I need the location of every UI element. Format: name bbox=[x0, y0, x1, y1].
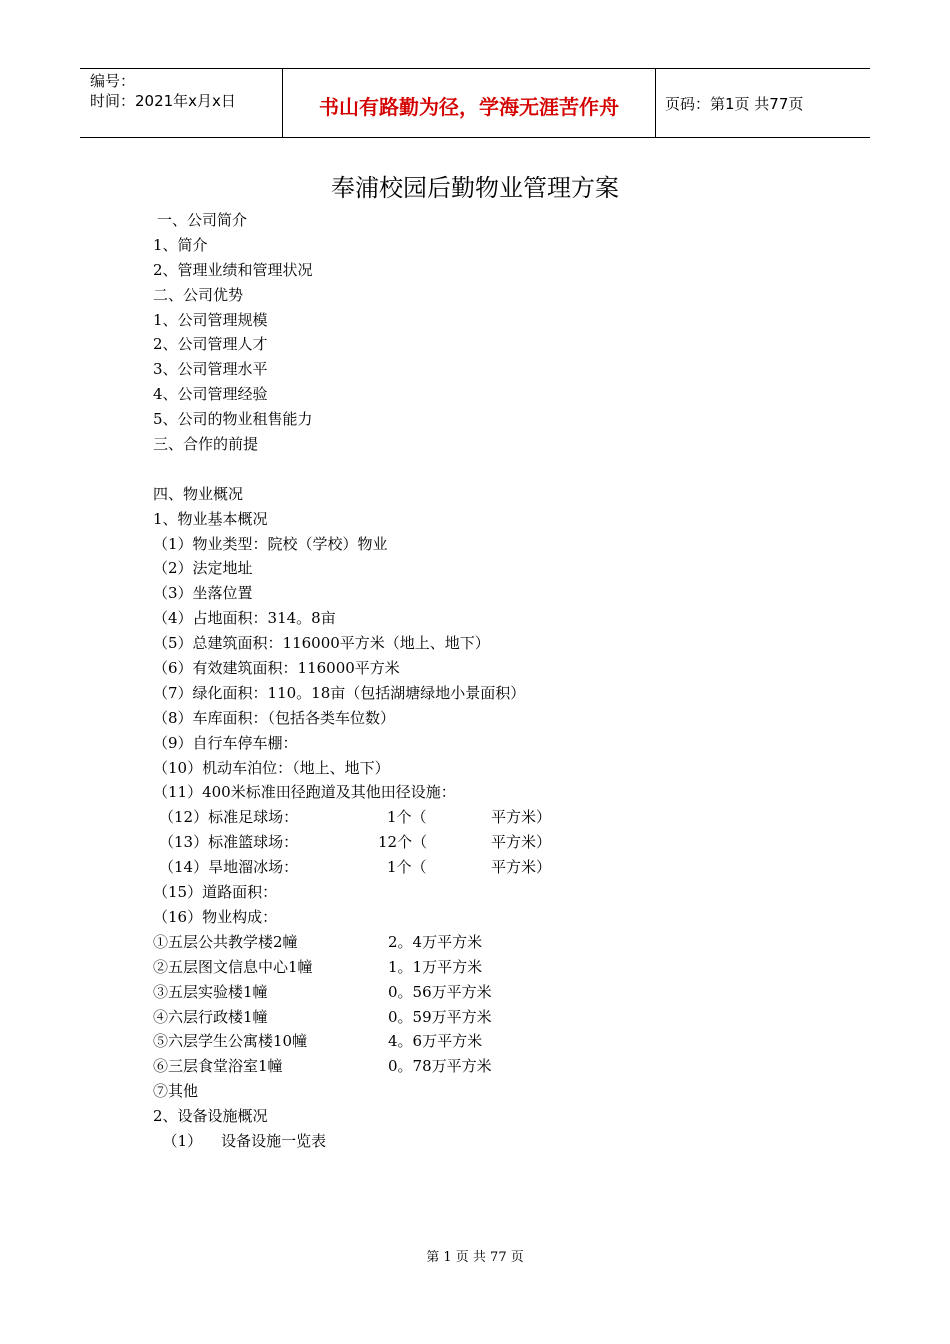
building-name: ③五层实验楼1幢 bbox=[153, 982, 268, 1001]
header-page-label: 页码：第1页 共77页 bbox=[665, 95, 804, 113]
text-line: 2、管理业绩和管理状况 bbox=[153, 260, 313, 279]
text-line: 2、公司管理人才 bbox=[153, 335, 268, 354]
text-line: （5）总建筑面积：116000平方米（地上、地下） bbox=[153, 634, 490, 653]
text-line: ⑦其他 bbox=[153, 1082, 199, 1101]
text-line bbox=[153, 457, 525, 482]
building-row bbox=[153, 1054, 525, 1079]
text-line: （4）占地面积：314。8亩 bbox=[153, 609, 336, 628]
building-name: ④六层行政楼1幢 bbox=[153, 1007, 268, 1026]
page-footer: 第 1 页 共 77 页 bbox=[426, 1250, 524, 1265]
building-row bbox=[153, 930, 525, 955]
field-count: 12个（ bbox=[378, 833, 428, 852]
building-area: 0。78万平方米 bbox=[388, 1057, 492, 1076]
field-label: （14）旱地溜冰场： bbox=[159, 858, 299, 877]
text-line: （1）物业类型：院校（学校）物业 bbox=[153, 534, 388, 553]
building-name: ①五层公共教学楼2幢 bbox=[153, 932, 298, 951]
building-area: 0。56万平方米 bbox=[388, 982, 492, 1001]
building-area: 0。59万平方米 bbox=[388, 1007, 492, 1026]
time-label: 时间：2021年x月x日 bbox=[90, 92, 236, 110]
text-line: （1） 设备设施一览表 bbox=[153, 1131, 327, 1150]
text-line: （11）400米标准田径跑道及其他田径设施： bbox=[153, 783, 456, 802]
header-motto: 书山有路勤为径，学海无涯苦作舟 bbox=[319, 95, 619, 119]
text-line: （8）车库面积：（包括各类车位数） bbox=[153, 708, 396, 727]
text-line: 四、物业概况 bbox=[153, 484, 244, 503]
text-line: 1、公司管理规模 bbox=[153, 310, 268, 329]
building-row bbox=[153, 980, 525, 1005]
building-name: ⑥三层食堂浴室1幢 bbox=[153, 1057, 283, 1076]
field-unit: 平方米） bbox=[491, 858, 552, 877]
text-line: 三、合作的前提 bbox=[153, 435, 259, 454]
building-row bbox=[153, 955, 525, 980]
document-body bbox=[153, 208, 552, 1154]
text-line: 4、公司管理经验 bbox=[153, 385, 268, 404]
text-line: 3、公司管理水平 bbox=[153, 360, 268, 379]
field-row bbox=[153, 830, 552, 855]
text-line: （3）坐落位置 bbox=[153, 584, 253, 603]
text-line: （15）道路面积： bbox=[153, 883, 278, 902]
text-line: 二、公司优势 bbox=[153, 285, 244, 304]
text-line: （7）绿化面积：110。18亩（包括湖塘绿地小景面积） bbox=[153, 683, 526, 702]
field-count: 1个（ bbox=[387, 808, 427, 827]
text-line: （9）自行车停车棚： bbox=[153, 733, 298, 752]
text-line: 1、简介 bbox=[153, 235, 208, 254]
number-label: 编号： bbox=[90, 72, 136, 90]
text-line: 2、设备设施概况 bbox=[153, 1107, 268, 1126]
text-line: 一、公司简介 bbox=[157, 211, 248, 229]
field-label: （12）标准足球场： bbox=[159, 808, 299, 827]
header-divider bbox=[655, 69, 656, 137]
building-area: 2。4万平方米 bbox=[388, 932, 483, 951]
building-row bbox=[153, 1029, 525, 1054]
building-area: 4。6万平方米 bbox=[388, 1032, 483, 1051]
document-title: 奉浦校园后勤物业管理方案 bbox=[331, 174, 619, 202]
field-count: 1个（ bbox=[387, 858, 427, 877]
field-label: （13）标准篮球场： bbox=[159, 833, 299, 852]
field-unit: 平方米） bbox=[491, 833, 552, 852]
text-line: （10）机动车泊位：（地上、地下） bbox=[153, 758, 390, 777]
text-line: 5、公司的物业租售能力 bbox=[153, 410, 313, 429]
building-area: 1。1万平方米 bbox=[388, 957, 483, 976]
text-line: （16）物业构成： bbox=[153, 907, 278, 926]
text-line: 1、物业基本概况 bbox=[153, 509, 268, 528]
header-left-cell bbox=[90, 71, 236, 111]
building-name: ②五层图文信息中心1幢 bbox=[153, 957, 313, 976]
field-row bbox=[153, 805, 552, 830]
field-unit: 平方米） bbox=[491, 808, 552, 827]
field-row bbox=[153, 855, 552, 880]
text-line: （6）有效建筑面积：116000平方米 bbox=[153, 659, 400, 678]
text-line: （2）法定地址 bbox=[153, 559, 253, 578]
document-header bbox=[80, 68, 870, 138]
building-row bbox=[153, 1005, 525, 1030]
building-name: ⑤六层学生公寓楼10幢 bbox=[153, 1032, 308, 1051]
